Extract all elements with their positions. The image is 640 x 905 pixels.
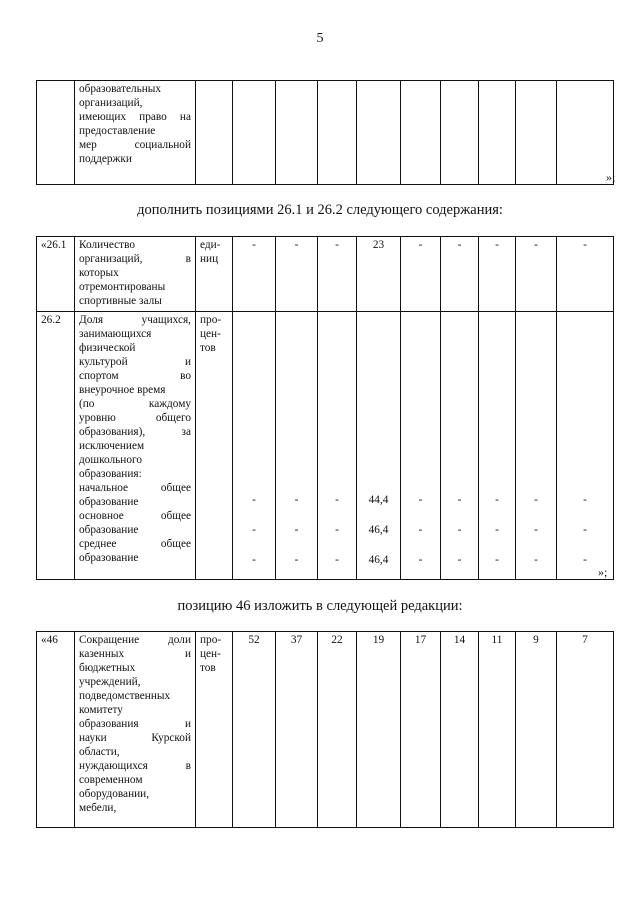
name-line: области,	[79, 746, 120, 758]
sub-value: -	[495, 554, 499, 566]
value-cell: -	[557, 237, 614, 312]
sub-value: -	[335, 554, 339, 566]
value-cell: 9	[516, 632, 557, 828]
value-cell	[441, 312, 479, 580]
value-cell: 7	[557, 632, 614, 828]
value-cell	[441, 81, 479, 185]
name-line: современном	[79, 774, 143, 786]
name-line: имеющих право на	[79, 111, 191, 123]
sub-value: -	[583, 494, 587, 506]
value-cell	[557, 81, 614, 185]
sub-value: -	[457, 524, 462, 536]
table-additions	[36, 236, 614, 580]
code-cell: 26.2	[37, 312, 75, 580]
unit-cell	[196, 312, 233, 580]
name-line: физической	[79, 342, 136, 354]
name-line: поддержки	[79, 153, 132, 165]
value-cell: -	[516, 237, 557, 312]
name-line: комитету	[79, 704, 123, 716]
sub-value: -	[534, 524, 538, 536]
name-line: внеурочное время	[79, 384, 166, 396]
value-cell	[557, 312, 614, 580]
value-cell	[516, 312, 557, 580]
value-cell: -	[276, 237, 318, 312]
table-row	[37, 632, 614, 828]
name-line: Доля учащихся,	[79, 314, 191, 326]
sub-value: -	[418, 494, 423, 506]
name-line: организаций, в	[79, 253, 191, 265]
sub-value: 46,4	[368, 554, 389, 566]
indicator-name-cell	[75, 237, 196, 312]
value-cell: 11	[479, 632, 516, 828]
name-line: мебели,	[79, 802, 117, 814]
sub-value: -	[583, 554, 587, 566]
name-line: спортивные залы	[79, 295, 162, 307]
name-line: образования), за	[79, 426, 191, 438]
value-cell	[479, 81, 516, 185]
code-cell: «46	[37, 632, 75, 828]
value-cell	[318, 312, 357, 580]
code-cell	[37, 81, 75, 185]
sub-value: -	[335, 524, 339, 536]
unit-cell	[196, 632, 233, 828]
name-line: образование	[79, 496, 139, 508]
sub-value: -	[457, 554, 462, 566]
value-cell	[233, 312, 276, 580]
name-line: Сокращение доли	[79, 634, 191, 646]
value-cell	[357, 312, 401, 580]
value-cell: 22	[318, 632, 357, 828]
closing-quote: »;	[606, 170, 616, 184]
unit-line: еди-	[200, 239, 221, 251]
sub-value: -	[534, 494, 538, 506]
sub-value: -	[495, 524, 499, 536]
sub-value: -	[252, 524, 256, 536]
name-line: науки Курской	[79, 732, 191, 744]
sub-value: -	[495, 494, 499, 506]
instruction-text: дополнить позициями 26.1 и 26.2 следующего содержания:	[137, 202, 503, 218]
value-cell: 52	[233, 632, 276, 828]
name-line: спортом во	[79, 370, 191, 382]
indicator-name-cell	[75, 81, 196, 185]
value-cell	[357, 81, 401, 185]
name-line: нуждающихся в	[79, 760, 191, 772]
table-position-46	[36, 631, 614, 828]
value-cell	[401, 81, 441, 185]
unit-line: цен-	[200, 328, 221, 340]
unit-line: ниц	[200, 253, 219, 265]
sub-item-name	[79, 509, 191, 537]
value-cell: -	[441, 237, 479, 312]
value-cell	[516, 81, 557, 185]
name-line: образование	[79, 524, 139, 536]
table-continuation	[36, 80, 614, 185]
name-line: Количество	[79, 239, 135, 251]
name-line: занимающихся	[79, 328, 152, 340]
instruction-text: позицию 46 изложить в следующей редакции:	[177, 598, 463, 614]
value-cell	[276, 312, 318, 580]
value-cell: 14	[441, 632, 479, 828]
name-line: казенных и	[79, 648, 191, 660]
sub-item-name	[79, 537, 191, 565]
code-cell: «26.1	[37, 237, 75, 312]
name-line: учреждений,	[79, 676, 141, 688]
name-line: исключением	[79, 440, 145, 452]
table-row	[37, 237, 614, 312]
name-line: образования и	[79, 718, 191, 730]
name-line: подведомственных	[79, 690, 171, 702]
unit-line: про-	[200, 634, 222, 646]
value-cell	[233, 81, 276, 185]
table-row	[37, 81, 614, 185]
sub-value: 44,4	[368, 494, 389, 506]
sub-value: 46,4	[368, 524, 389, 536]
value-cell	[276, 81, 318, 185]
unit-cell	[196, 81, 233, 185]
name-line: образовательных	[79, 83, 162, 95]
sub-value: -	[583, 524, 587, 536]
name-line: предоставление	[79, 125, 156, 137]
name-line: среднее общее	[79, 538, 191, 550]
name-line: отремонтированы	[79, 281, 166, 293]
value-cell: -	[479, 237, 516, 312]
page-number: 5	[316, 31, 324, 46]
unit-line: тов	[200, 342, 216, 354]
name-line: начальное общее	[79, 482, 191, 494]
value-cell: -	[318, 237, 357, 312]
name-line: мер социальной	[79, 139, 191, 151]
sub-value: -	[294, 524, 299, 536]
value-cell: 23	[357, 237, 401, 312]
value-cell: -	[401, 237, 441, 312]
unit-cell	[196, 237, 233, 312]
closing-quote: »;	[598, 565, 608, 579]
sub-value: -	[418, 554, 423, 566]
value-cell	[479, 312, 516, 580]
sub-value: -	[294, 494, 299, 506]
name-line: основное общее	[79, 510, 191, 522]
name-line: бюджетных	[79, 662, 136, 674]
sub-value: -	[252, 494, 256, 506]
unit-line: про-	[200, 314, 222, 326]
value-cell: 17	[401, 632, 441, 828]
sub-value: -	[294, 554, 299, 566]
sub-value: -	[335, 494, 339, 506]
value-cell: 19	[357, 632, 401, 828]
sub-value: -	[457, 494, 462, 506]
sub-value: -	[418, 524, 423, 536]
name-line: дошкольного	[79, 454, 142, 466]
sub-value: -	[252, 554, 256, 566]
value-cell	[401, 312, 441, 580]
name-line: организаций,	[79, 97, 143, 109]
name-line: образование	[79, 552, 139, 564]
name-line: культурой и	[79, 356, 191, 368]
unit-line: тов	[200, 662, 216, 674]
name-line: которых	[79, 267, 119, 279]
name-line: (по каждому	[79, 398, 191, 410]
value-cell: -	[233, 237, 276, 312]
indicator-name-cell	[75, 312, 196, 580]
value-cell: 37	[276, 632, 318, 828]
value-cell	[318, 81, 357, 185]
sub-value: -	[534, 554, 538, 566]
table-row	[37, 312, 614, 580]
indicator-name-cell	[75, 632, 196, 828]
name-line: уровню общего	[79, 412, 191, 424]
name-line: оборудовании,	[79, 788, 150, 800]
name-line: образования:	[79, 468, 142, 480]
sub-item-name	[79, 481, 191, 509]
unit-line: цен-	[200, 648, 221, 660]
